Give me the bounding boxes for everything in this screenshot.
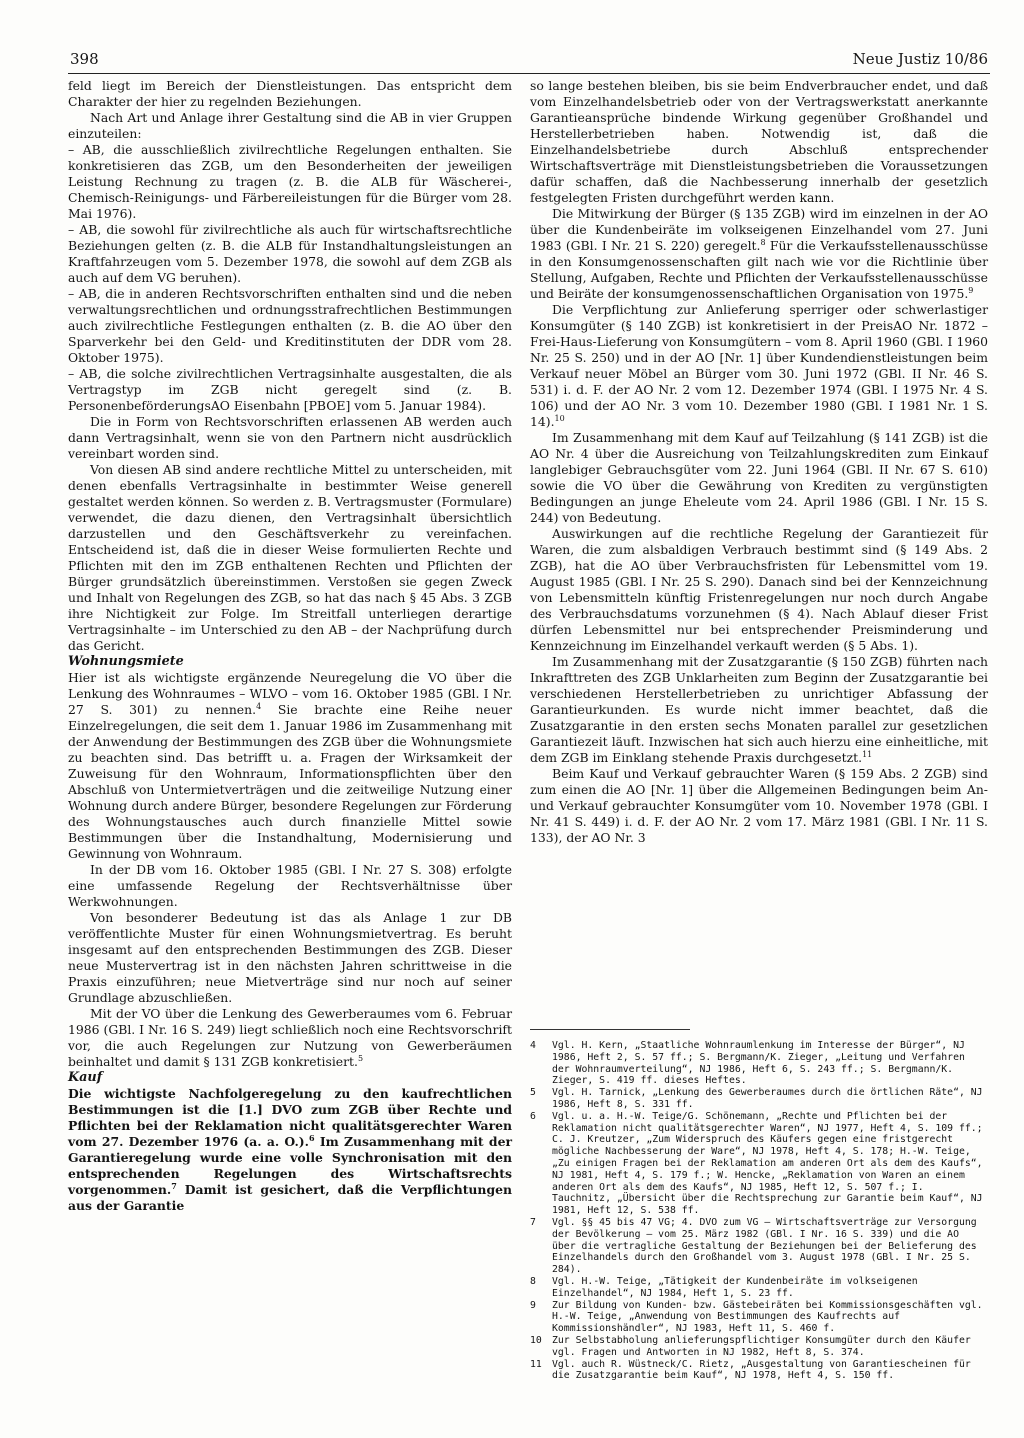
footnote-text: Vgl. H.-W. Teige, „Tätigkeit der Kundenbeiräte im volkseigenen Einzelhandel“, NJ 1984, Heft 1, S. 23 ff.	[552, 1275, 918, 1299]
footnote-ref: 8	[760, 237, 766, 247]
paragraph	[68, 414, 512, 462]
paragraph-text: so lange bestehen bleiben, bis sie beim Endverbraucher endet, und daß vom Einzelhandelsbetrieb oder von der Vertragswerkstatt anerkannte Garantieansprüche bindende Wirkung gegenüber Großhandel und Herstellerbetrieben haben. Notwendig ist, daß die Einzelhandelsbetriebe durch Abschluß entsprechender Wirtschaftsverträge mit Dienstleistungsbetrieben die Voraussetzungen dafür schaffen, daß die Nachbesserung innerhalb der gesetzlich festgelegten Fristen durchgeführt werden kann.	[530, 78, 988, 205]
paragraph	[68, 110, 512, 142]
paragraph-text: – AB, die ausschließlich zivilrechtliche Regelungen enthalten. Sie konkretisieren das ZGB, um den Besonderheiten der jeweiligen Leistung Rechnung zu tragen (z. B. die ALB für Wäscherei-, Chemisch-Reinigungs- und Färbereileistungen für die Bürger vom 28. Mai 1976).	[68, 142, 512, 221]
paragraph	[68, 78, 512, 110]
paragraph-text: Hier ist als wichtigste ergänzende Neuregelung die VO über die Lenkung des Wohnraumes – WLVO – vom 16. Oktober 1985 (GBl. I Nr. 27 S. 301) zu nennen.	[68, 670, 512, 717]
journal-title: Neue Justiz 10/86	[852, 50, 988, 68]
footnote-ref: 6	[308, 1132, 315, 1143]
paragraph	[68, 142, 512, 222]
footnote	[530, 1335, 988, 1359]
paragraph-text: Die Verpflichtung zur Anlieferung sperriger oder schwerlastiger Konsumgüter (§ 140 ZGB) ist konkretisiert in der PreisAO Nr. 1872 – Frei-Haus-Lieferung von Konsumgütern – vom 8. April 1960 (GBl. I 1960 Nr. 25 S. 250) und in der AO [Nr. 1] über Kundendienstleistungen beim Verkauf neuer Möbel an Bürger vom 30. Juni 1972 (GBl. II Nr. 46 S. 531) i. d. F. der AO Nr. 2 vom 12. Dezember 1974 (GBl. I 1975 Nr. 4 S. 106) und der AO Nr. 3 vom 10. Dezember 1980 (GBl. I 1981 Nr. 1 S. 14).	[530, 302, 988, 429]
footnote-ref: 4	[256, 701, 262, 711]
section-heading: Kauf	[68, 1070, 103, 1085]
left-column	[68, 78, 512, 1214]
paragraph	[530, 766, 988, 846]
paragraph	[530, 302, 988, 430]
paragraph	[68, 366, 512, 414]
paragraph-text: Mit der VO über die Lenkung des Gewerberaumes vom 6. Februar 1986 (GBl. I Nr. 16 S. 249) liegt schließlich noch eine Rechtsvorschrift vor, die auch Regelungen zur Nutzung von Gewerberäumen beinhaltet und damit § 131 ZGB konkretisiert.	[68, 1006, 512, 1069]
paragraph-text: Beim Kauf und Verkauf gebrauchter Waren (§ 159 Abs. 2 ZGB) sind zum einen die AO [Nr. 1] über die Allgemeinen Bedingungen beim An- und Verkauf gebrauchter Konsumgüter vom 10. November 1978 (GBl. I Nr. 41 S. 449) i. d. F. der AO Nr. 2 vom 17. März 1981 (GBl. I Nr. 11 S. 133), der AO Nr. 3	[530, 766, 988, 845]
paragraph-text: feld liegt im Bereich der Dienstleistungen. Das entspricht dem Charakter der hier zu regelnden Beziehungen.	[68, 78, 512, 109]
paragraph	[68, 910, 512, 1006]
footnote-number: 9	[530, 1299, 536, 1311]
footnote-text: Vgl. auch R. Wüstneck/C. Rietz, „Ausgestaltung von Garantiescheinen für die Zusatzgarantie beim Kauf“, NJ 1978, Heft 4, S. 150 ff.	[552, 1358, 971, 1382]
right-column	[530, 78, 988, 846]
footnote-ref: 9	[968, 285, 974, 295]
paragraph-text: Die Mitwirkung der Bürger (§ 135 ZGB) wird im einzelnen in der AO über die Kundenbeiräte im volkseigenen Einzelhandel vom 27. Juni 1983 (GBl. I Nr. 21 S. 220) geregelt.	[530, 206, 988, 253]
paragraph	[530, 526, 988, 654]
paragraph	[68, 286, 512, 366]
paragraph	[68, 462, 512, 654]
footnotes	[530, 1040, 988, 1382]
footnote-number: 8	[530, 1275, 536, 1287]
paragraph	[530, 78, 988, 206]
paragraph-text: Die wichtigste Nachfolgeregelung zu den kaufrechtlichen Bestimmungen ist die [1.] DVO zum ZGB über Rechte und Pflichten bei der Reklamation nicht qualitätsgerechter Waren vom 27. Dezember 1976 (a. a. O.).	[68, 1086, 512, 1149]
paragraph-text: Die in Form von Rechtsvorschriften erlassenen AB werden auch dann Vertragsinhalt, wenn sie von den Partnern nicht ausdrücklich vereinbart worden sind.	[68, 414, 512, 461]
footnote-number: 11	[530, 1358, 542, 1370]
paragraph	[68, 1006, 512, 1070]
paragraph-text: Im Zusammenhang mit der Zusatzgarantie (§ 150 ZGB) führten nach Inkrafttreten des ZGB Unklarheiten zum Beginn der Zusatzgarantie bei verschiedenen Herstellerbetrieben zu unrichtiger Abfassung der Garantieurkunden. Es wurde nicht immer beachtet, daß die Zusatzgarantie in den ersten sechs Monaten parallel zur gesetzlichen Garantiezeit läuft. Inzwischen hat sich auch hierzu eine einheitliche, mit dem ZGB im Einklang stehende Praxis durchgesetzt.	[530, 654, 988, 765]
paragraph-text: Sie brachte eine Reihe neuer Einzelregelungen, die seit dem 1. Januar 1986 im Zusammenhang mit der Anwendung der Bestimmungen des ZGB über die Wohnungsmiete zu beachten sind. Das betrifft u. a. Fragen der Wirksamkeit der Zuweisung für den Wohnraum, Informationspflichten über den Abschluß von Untermietverträgen und die zeitweilige Nutzung einer Wohnung durch andere Bürger, besondere Regelungen zur Förderung des Wohnungstausches auch durch finanzielle Mittel sowie Bestimmungen über die Instandhaltung, Modernisierung und Gewinnung von Wohnraum.	[68, 702, 512, 861]
paragraph-text: – AB, die in anderen Rechtsvorschriften enthalten sind und die neben verwaltungsrechtlichen und ordnungsstrafrechtlichen Bestimmungen auch zivilrechtliche Festlegungen enthalten (z. B. die AO über den Sparverkehr bei den Geld- und Kreditinstituten der DDR vom 28. Oktober 1975).	[68, 286, 512, 365]
footnote	[530, 1087, 988, 1111]
paragraph-text: Von diesen AB sind andere rechtliche Mittel zu unterscheiden, mit denen ebenfalls Vertragsinhalte in bestimmter Weise generell gestaltet werden können. So werden z. B. Vertragsmuster (Formulare) verwendet, die dazu dienen, den Vertragsinhalt übersichtlich darzustellen und den Geschäftsverkehr zu vereinfachen. Entscheidend ist, daß die in dieser Weise formulierten Rechte und Pflichten mit den im ZGB enthaltenen Rechten und Pflichten der Bürger grundsätzlich übereinstimmen. Verstoßen sie gegen Zweck und Inhalt von Regelungen des ZGB, so hat das nach § 45 Abs. 3 ZGB ihre Nichtigkeit zur Folge. Im Streitfall unterliegen derartige Vertragsinhalte – im Unterschied zu den AB – der Nachprüfung durch das Gericht.	[68, 462, 512, 653]
paragraph-text: Auswirkungen auf die rechtliche Regelung der Garantiezeit für Waren, die zum alsbaldigen Verbrauch bestimmt sind (§ 149 Abs. 2 ZGB), hat die AO über Verbrauchsfristen für Lebensmittel vom 19. August 1985 (GBl. I Nr. 25 S. 290). Danach sind bei der Kennzeichnung von Lebensmitteln künftig Fristenregelungen nur noch durch Angabe des Verbrauchsdatums vorzunehmen (§ 4). Nach Ablauf dieser Frist dürfen Lebensmittel nur bei entsprechender Preisminderung und Kennzeichnung im Einzelhandel verkauft werden (§ 5 Abs. 1).	[530, 526, 988, 653]
footnote-ref: 10	[554, 413, 565, 423]
paragraph-text: Für die Verkaufsstellenausschüsse in den Konsumgenossenschaften gilt nach wie vor die Richtlinie über Stellung, Aufgaben, Rechte und Pflichten der Verkaufsstellenausschüsse und Beiräte der konsumgenossenschaftlichen Organisation von 1975.	[530, 238, 988, 301]
footnote-number: 5	[530, 1087, 536, 1099]
footnote-ref: 11	[862, 749, 873, 759]
footnote-number: 4	[530, 1040, 536, 1051]
footnote	[530, 1300, 988, 1335]
paragraph	[530, 654, 988, 766]
paragraph	[68, 1086, 512, 1214]
footnote-text: Zur Selbstabholung anlieferungspflichtiger Konsumgüter durch den Käufer vgl. Fragen und Antworten in NJ 1982, Heft 8, S. 374.	[552, 1334, 971, 1358]
paragraph-text: Damit ist gesichert, daß die Verpflichtungen aus der Garantie	[68, 1182, 512, 1213]
paragraph	[530, 430, 988, 526]
footnote	[530, 1217, 988, 1276]
paragraph-text: Im Zusammenhang mit dem Kauf auf Teilzahlung (§ 141 ZGB) ist die AO Nr. 4 über die Ausreichung von Teilzahlungskrediten zum Einkauf langlebiger Gebrauchsgüter vom 22. Juni 1964 (GBl. II Nr. 67 S. 610) sowie die VO über die Gewährung von Krediten zu vergünstigten Bedingungen an junge Eheleute vom 24. April 1986 (GBl. I Nr. 15 S. 244) von Bedeutung.	[530, 430, 988, 525]
footnote-rule	[530, 1029, 690, 1030]
paragraph	[530, 206, 988, 302]
page-number: 398	[70, 50, 99, 68]
paragraph-text: Im Zusammenhang mit der Garantieregelung wurde eine volle Synchronisation mit den entsprechenden Regelungen des Wirtschaftsrechts vorgenommen.	[68, 1134, 512, 1197]
footnote-text: Vgl. u. a. H.-W. Teige/G. Schönemann, „Rechte und Pflichten bei der Reklamation nicht qualitätsgerechter Waren“, NJ 1977, Heft 4, S. 109 ff.; C. J. Kreutzer, „Zum Widerspruch des Käufers gegen eine fristgerecht mögliche Nachbesserung der Ware“, NJ 1978, Heft 4, S. 178; H.-W. Teige, „Zu einigen Fragen bei der Reklamation am anderen Ort als dem des Kaufs“, NJ 1981, Heft 4, S. 179 f.; W. Hencke, „Reklamation von Waren an einem anderen Ort als dem des Kaufs“, NJ 1985, Heft 12, S. 507 f.; I. Tauchnitz, „Übersicht über die Rechtsprechung zur Garantie beim Kauf“, NJ 1981, Heft 12, S. 538 ff.	[552, 1110, 983, 1217]
header-rule	[68, 73, 990, 74]
footnote-text: Vgl. H. Kern, „Staatliche Wohnraumlenkung im Interesse der Bürger“, NJ 1986, Heft 2, S. 57 ff.; S. Bergmann/K. Zieger, „Leitung und Verfahren der Wohnraumverteilung“, NJ 1986, Heft 6, S. 243 ff.; S. Bergmann/K. Zieger, S. 419 ff. dieses Heftes.	[552, 1040, 965, 1087]
footnote-number: 7	[530, 1216, 536, 1228]
paragraph-text: Von besonderer Bedeutung ist das als Anlage 1 zur DB veröffentlichte Muster für einen Wohnungsmietvertrag. Es beruht insgesamt auf den entsprechenden Bestimmungen des ZGB. Dieser neue Mustervertrag ist in den nächsten Jahren schrittweise in die Praxis einzuführen; neue Mietverträge sind nur noch auf seiner Grundlage abzuschließen.	[68, 910, 512, 1005]
footnote-text: Vgl. H. Tarnick, „Lenkung des Gewerberaumes durch die örtlichen Räte“, NJ 1986, Heft 8, S. 331 ff.	[552, 1087, 983, 1110]
footnote-text: Vgl. §§ 45 bis 47 VG; 4. DVO zum VG – Wirtschaftsverträge zur Versorgung der Bevölkerung – vom 25. März 1982 (GBl. I Nr. 16 S. 339) und die AO über die vertragliche Gestaltung der Beziehungen bei der Belieferung des Einzelhandels durch den Großhandel vom 3. August 1978 (GBl. I Nr. 25 S. 284).	[552, 1216, 977, 1276]
footnote-ref: 5	[357, 1053, 364, 1063]
footnote	[530, 1111, 988, 1217]
paragraph	[68, 222, 512, 286]
footnote-number: 10	[530, 1334, 542, 1346]
footnote-text: Zur Bildung von Kunden- bzw. Gästebeiräten bei Kommissionsgeschäften vgl. H.-W. Teige, „Anwendung von Bestimmungen des Kaufrechts auf Kommissionshändler“, NJ 1983, Heft 11, S. 460 f.	[552, 1299, 983, 1335]
footnote	[530, 1359, 988, 1383]
footnote-ref: 7	[171, 1180, 177, 1191]
paragraph-text: In der DB vom 16. Oktober 1985 (GBl. I Nr. 27 S. 308) erfolgte eine umfassende Regelung der Rechtsverhältnisse über Werkwohnungen.	[68, 862, 512, 909]
section-heading: Wohnungsmiete	[68, 654, 184, 669]
paragraph-text: – AB, die sowohl für zivilrechtliche als auch für wirtschaftsrechtliche Beziehungen gelten (z. B. die ALB für Instandhaltungsleistungen an Kraftfahrzeugen vom 5. Dezember 1978, die sowohl auf dem ZGB als auch auf dem VG beruhen).	[68, 222, 512, 285]
paragraph	[68, 862, 512, 910]
paragraph-text: – AB, die solche zivilrechtlichen Vertragsinhalte ausgestalten, die als Vertragstyp im ZGB nicht geregelt sind (z. B. PersonenbeförderungsAO Eisenbahn [PBOE] vom 5. Januar 1984).	[68, 366, 512, 413]
footnote	[530, 1276, 988, 1300]
paragraph-text: Nach Art und Anlage ihrer Gestaltung sind die AB in vier Gruppen einzuteilen:	[68, 110, 512, 141]
paragraph	[68, 670, 512, 862]
footnote-number: 6	[530, 1110, 536, 1122]
footnote	[530, 1040, 988, 1087]
